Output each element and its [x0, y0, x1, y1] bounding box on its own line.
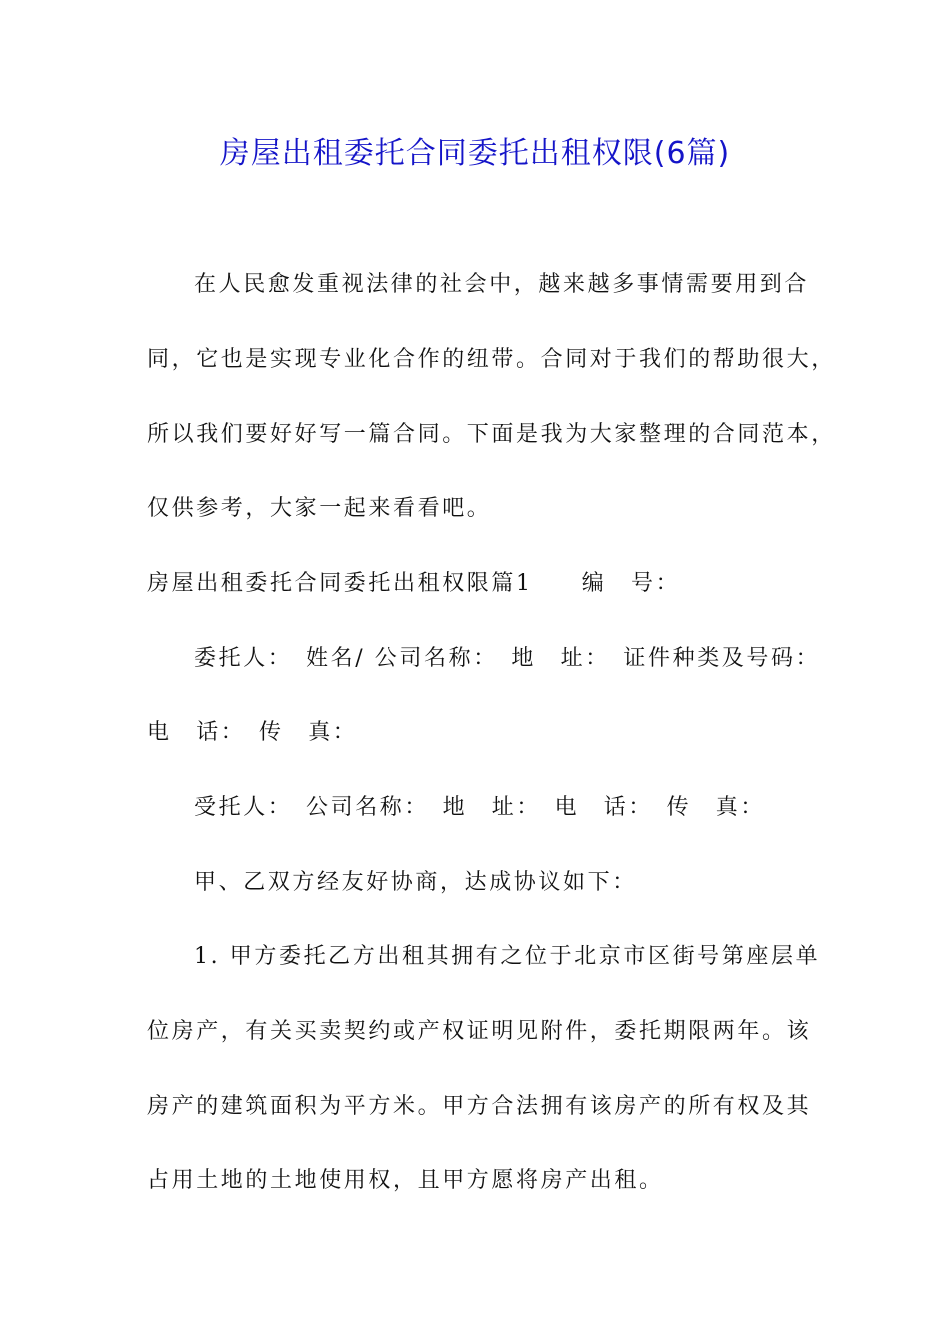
document-title: 房屋出租委托合同委托出租权限(6篇): [219, 136, 731, 171]
paragraph-line: 受托人： 公司名称： 地 址： 电 话： 传 真：: [194, 795, 766, 820]
paragraph-line: 所以我们要好好写一篇合同。下面是我为大家整理的合同范本，: [147, 422, 836, 447]
paragraph-line: 委托人： 姓名/ 公司名称： 地 址： 证件种类及号码：: [194, 646, 821, 671]
paragraph-line: 在人民愈发重视法律的社会中，越来越多事情需要用到合: [194, 272, 810, 297]
clause-line: 位房产，有关买卖契约或产权证明见附件，委托期限两年。该: [147, 1019, 812, 1044]
paragraph-line: 同，它也是实现专业化合作的纽带。合同对于我们的帮助很大，: [147, 347, 836, 372]
paragraph-line: 甲、乙双方经友好协商，达成协议如下：: [194, 870, 637, 895]
clause-line: 占用土地的土地使用权，且甲方愿将房产出租。: [147, 1168, 664, 1193]
clause-line: 1. 甲方委托乙方出租其拥有之位于北京市区街号第座层单: [194, 944, 821, 969]
clause-line: 房产的建筑面积为平方米。甲方合法拥有该房产的所有权及其: [147, 1094, 812, 1119]
section-heading: 房屋出租委托合同委托出租权限篇1 编 号：: [147, 571, 681, 596]
paragraph-line: 电 话： 传 真：: [147, 720, 358, 745]
paragraph-line: 仅供参考，大家一起来看看吧。: [147, 496, 492, 521]
